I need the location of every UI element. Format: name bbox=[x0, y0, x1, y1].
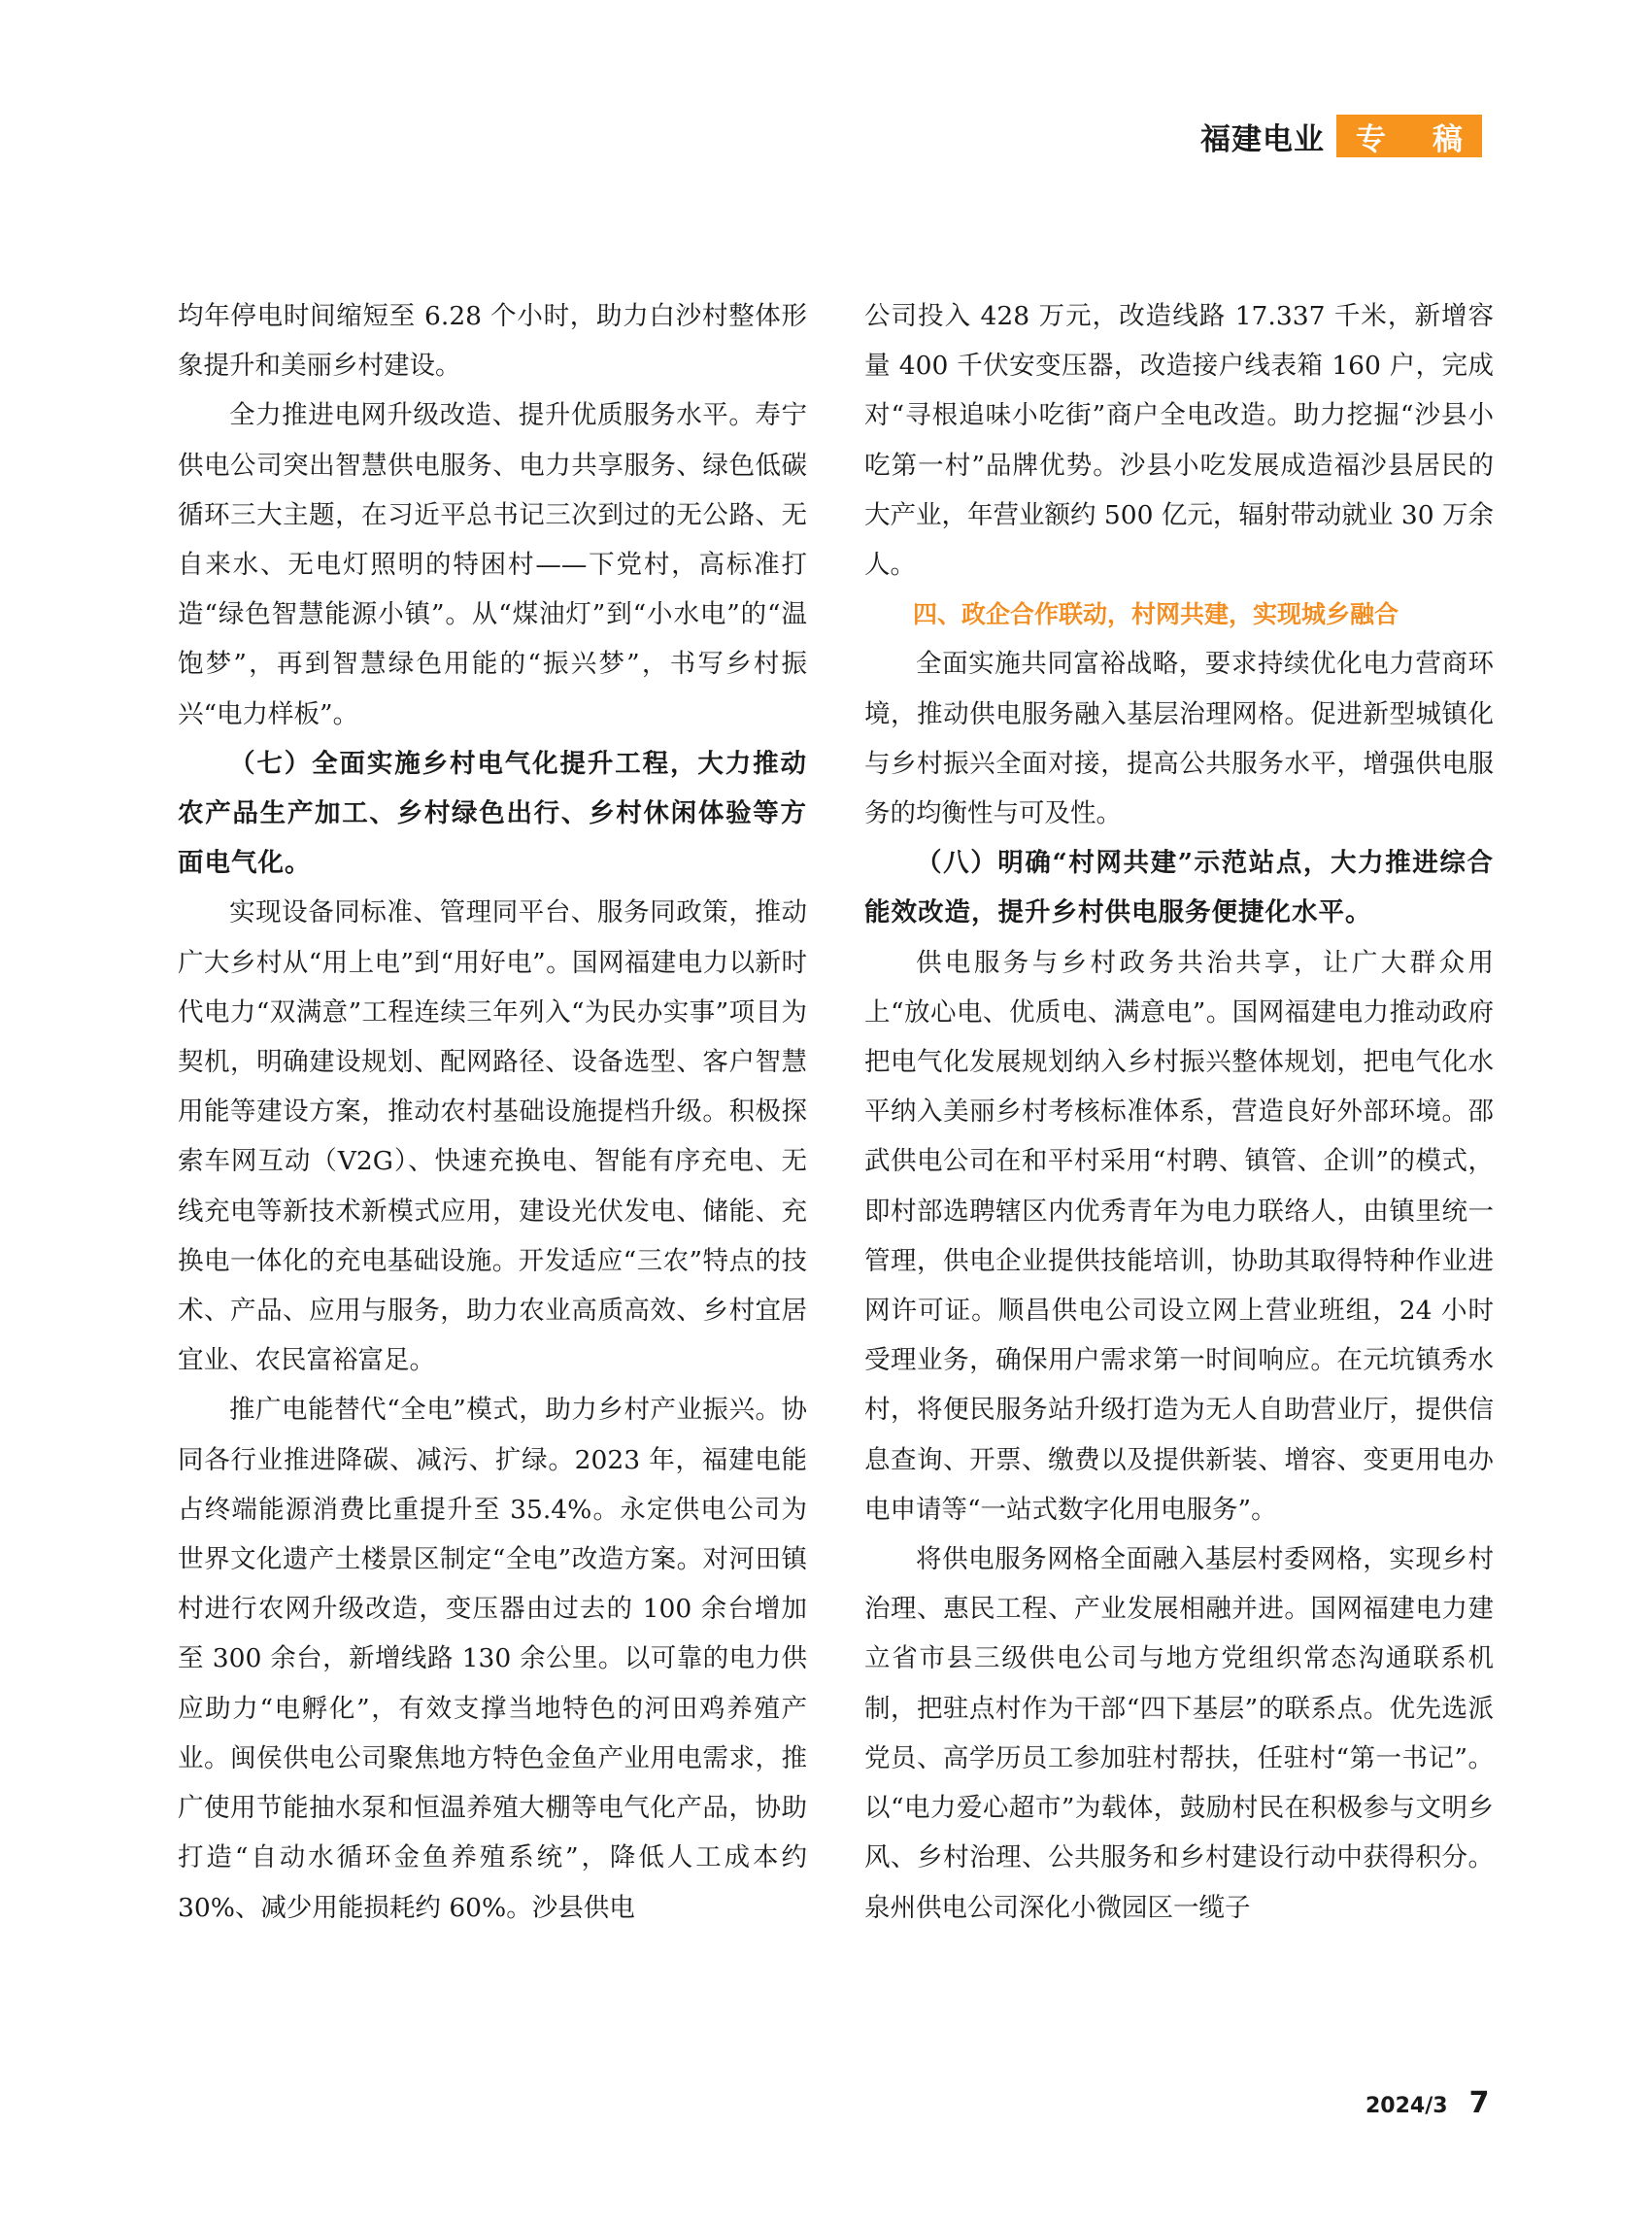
paragraph: 均年停电时间缩短至 6.28 个小时，助力白沙村整体形象提升和美丽乡村建设。 bbox=[178, 301, 807, 382]
page-header bbox=[1200, 115, 1482, 157]
paragraph: 将供电服务网格全面融入基层村委网格，实现乡村治理、惠民工程、产业发展相融并进。国网福建电力建立省市县三级供电公司与地方党组织常态沟通联系机制，把驻点村作为干部“四下基层”的联系点。优先选派党员、高学历员工参加驻村帮扶，任驻村“第一书记”。以“电力爱心超市”为载体，鼓励村民在积极参与文明乡风、乡村治理、公共服务和乡村建设行动中获得积分。泉州供电公司深化小微园区一缆子 bbox=[864, 1544, 1494, 1923]
paragraph: 实现设备同标准、管理同平台、服务同政策，推动广大乡村从“用上电”到“用好电”。国网福建电力以新时代电力“双满意”工程连续三年列入“为民办实事”项目为契机，明确建设规划、配网路径、设备选型、客户智慧用能等建设方案，推动农村基础设施提档升级。积极探索车网互动（V2G）、快速充换电、智能有序充电、无线充电等新技术新模式应用，建设光伏发电、储能、充换电一体化的充电基础设施。开发适应“三农”特点的技术、产品、应用与服务，助力农业高质高效、乡村宜居宜业、农民富裕富足。 bbox=[178, 897, 807, 1376]
paragraph: 推广电能替代“全电”模式，助力乡村产业振兴。协同各行业推进降碳、减污、扩绿。2023 年，福建电能占终端能源消费比重提升至 35.4%。永定供电公司为世界文化遗产土楼景区制定“全电”改造方案。对河田镇村进行农网升级改造，变压器由过去的 100 余台增加至 300 余台，新增线路 130 余公里。以可靠的电力供应助力“电孵化”，有效支撑当地特色的河田鸡养殖产业。闽侯供电公司聚焦地方特色金鱼产业用电需求，推广使用节能抽水泵和恒温养殖大棚等电气化产品，协助打造“自动水循环金鱼养殖系统”，降低人工成本约 30%、减少用能损耗约 60%。沙县供电 bbox=[178, 1395, 807, 1923]
section-tag bbox=[1336, 115, 1482, 157]
subsection-heading: （七）全面实施乡村电气化提升工程，大力推动农产品生产加工、乡村绿色出行、乡村休闲体验等方面电气化。 bbox=[178, 748, 807, 879]
section-tag-right: 稿 bbox=[1433, 121, 1463, 157]
paragraph: 全面实施共同富裕战略，要求持续优化电力营商环境，推动供电服务融入基层治理网格。促进新型城镇化与乡村振兴全面对接，提高公共服务水平，增强供电服务的均衡性与可及性。 bbox=[864, 649, 1494, 829]
right-column bbox=[864, 291, 1494, 1933]
left-column bbox=[178, 291, 807, 1933]
page-number: 7 bbox=[1468, 2086, 1490, 2120]
paragraph: 公司投入 428 万元，改造线路 17.337 千米，新增容量 400 千伏安变压器，改造接户线表箱 160 户，完成对“寻根追味小吃街”商户全电改造。助力挖掘“沙县小吃第一村”品牌优势。沙县小吃发展成造福沙县居民的大产业，年营业额约 500 亿元，辐射带动就业 30 万余人。 bbox=[864, 301, 1494, 581]
paragraph: 全力推进电网升级改造、提升优质服务水平。寿宁供电公司突出智慧供电服务、电力共享服务、绿色低碳循环三大主题，在习近平总书记三次到过的无公路、无自来水、无电灯照明的特困村——下党村，高标准打造“绿色智慧能源小镇”。从“煤油灯”到“小水电”的“温饱梦”，再到智慧绿色用能的“振兴梦”，书写乡村振兴“电力样板”。 bbox=[178, 400, 807, 729]
subsection-heading: （八）明确“村网共建”示范站点，大力推进综合能效改造，提升乡村供电服务便捷化水平。 bbox=[864, 848, 1494, 928]
page-footer bbox=[1365, 2086, 1489, 2120]
magazine-name: 福建电业 bbox=[1200, 121, 1325, 157]
section-tag-left: 专 bbox=[1356, 121, 1386, 157]
issue-label: 2024/3 bbox=[1365, 2094, 1448, 2118]
paragraph: 供电服务与乡村政务共治共享，让广大群众用上“放心电、优质电、满意电”。国网福建电力推动政府把电气化发展规划纳入乡村振兴整体规划，把电气化水平纳入美丽乡村考核标准体系，营造良好外部环境。邵武供电公司在和平村采用“村聘、镇管、企训”的模式，即村部选聘辖区内优秀青年为电力联络人，由镇里统一管理，供电企业提供技能培训，协助其取得特种作业进网许可证。顺昌供电公司设立网上营业班组，24 小时受理业务，确保用户需求第一时间响应。在元坑镇秀水村，将便民服务站升级打造为无人自助营业厅，提供信息查询、开票、缴费以及提供新装、增容、变更用电办电申请等“一站式数字化用电服务”。 bbox=[864, 947, 1494, 1525]
section-heading: 四、政企合作联动，村网共建，实现城乡融合 bbox=[913, 600, 1399, 629]
